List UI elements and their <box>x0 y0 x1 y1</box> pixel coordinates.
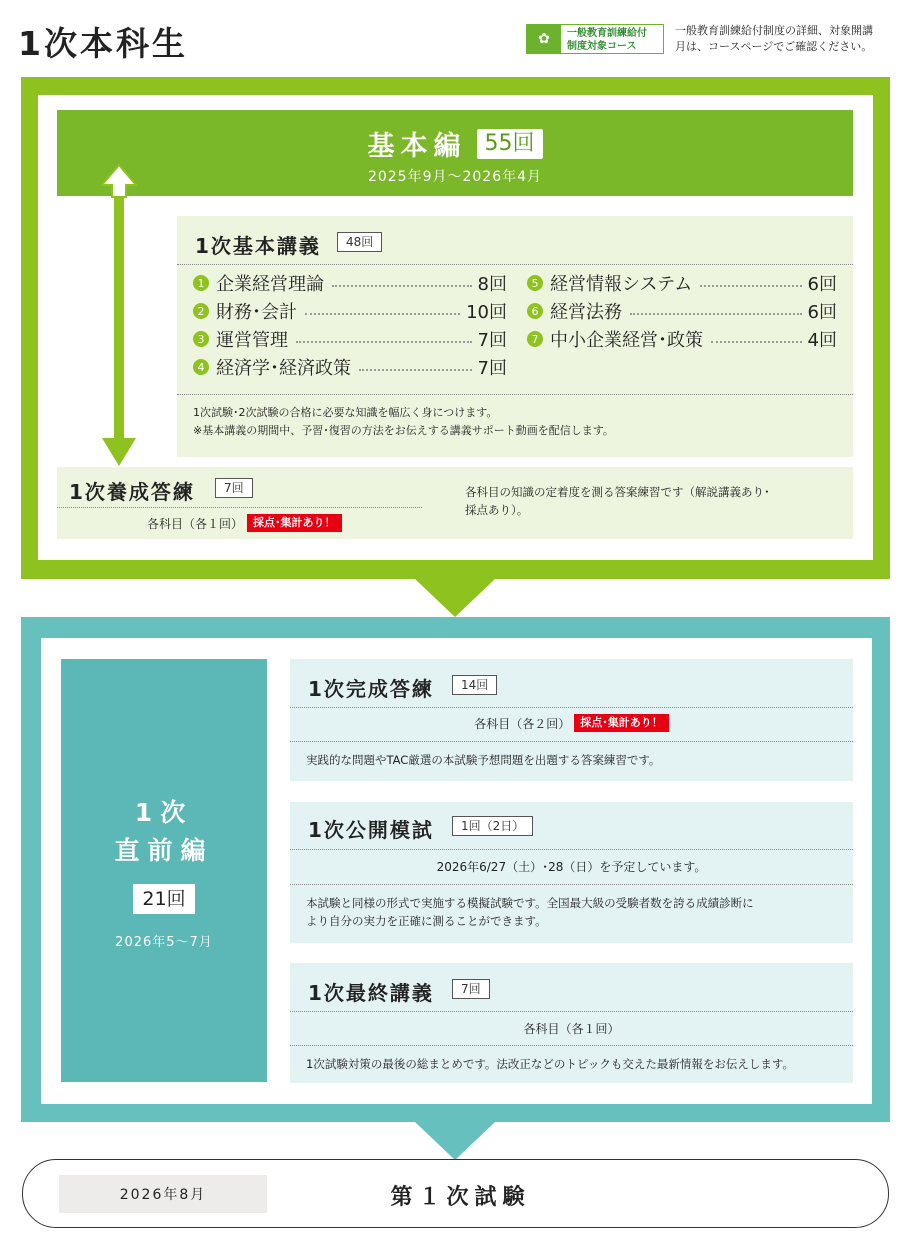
arrow-shaft <box>114 188 124 450</box>
final-lecture-box <box>290 963 853 1083</box>
basic-count: 55回 <box>477 129 543 159</box>
subject-item <box>527 298 837 324</box>
mock-desc-1: 本試験と同様の形式で実施する模擬試験です。全国最大級の受験者数を誇る成績診断に <box>306 896 754 910</box>
exam-title: 第１次試験 <box>390 1185 531 1210</box>
basic-lecture-box <box>177 216 853 457</box>
complete-divider <box>290 707 853 708</box>
header-note <box>675 23 905 55</box>
subject-number: 5 <box>527 275 543 291</box>
leader-dots <box>700 285 801 287</box>
complete-subject-row <box>290 714 853 732</box>
exam-bar <box>22 1159 889 1228</box>
subject-item <box>527 326 837 352</box>
mock-divider <box>290 849 853 850</box>
badge-line-2: 制度対象コース <box>567 41 637 52</box>
complete-per-subject: 各科目（各２回） <box>474 716 571 731</box>
subject-name: 経営情報システム <box>550 274 693 295</box>
mock-exam-box <box>290 802 853 943</box>
complete-desc: 実践的な問題やTAC厳選の本試験予想問題を出題する答案練習です。 <box>306 753 661 767</box>
practice-divider <box>57 507 422 508</box>
mock-count: 1回（2日） <box>452 816 533 836</box>
mock-schedule: 2026年6/27（土）･28（日）を予定しています。 <box>436 860 707 874</box>
final-title: 1次最終講義 <box>308 981 434 1005</box>
subject-item <box>193 354 507 380</box>
basic-period: 2025年9月～2026年4月 <box>367 169 543 185</box>
practice-count: 7回 <box>215 478 253 498</box>
subject-count: 6回 <box>807 302 837 323</box>
basic-banner <box>57 110 853 196</box>
page-title: 1次本科生 <box>18 24 188 63</box>
exam-date: 2026年8月 <box>59 1175 267 1213</box>
lecture-note-2: ※基本講義の期間中、予習･復習の方法をお伝えする講義サポート動画を配信します。 <box>193 424 614 437</box>
leader-dots <box>630 313 802 315</box>
complete-count: 14回 <box>452 675 497 695</box>
mock-divider <box>290 884 853 885</box>
final-per-subject: 各科目（各１回） <box>523 1022 620 1036</box>
practice-desc-2: 採点あり）。 <box>465 503 529 517</box>
practice-subject-row <box>147 514 342 532</box>
flow-arrow-icon <box>415 1122 495 1162</box>
subject-name: 中小企業経営･政策 <box>550 330 703 351</box>
subject-count: 6回 <box>807 274 837 295</box>
arrow-down-icon <box>102 438 136 468</box>
subject-name: 財務･会計 <box>216 302 297 323</box>
subject-number: 6 <box>527 303 543 319</box>
leader-dots <box>332 285 472 287</box>
leader-dots <box>359 369 472 371</box>
basic-practice-box <box>57 467 853 539</box>
subject-count: 10回 <box>466 302 507 323</box>
subject-count: 4回 <box>807 330 837 351</box>
subject-count: 8回 <box>477 274 507 295</box>
subject-item <box>527 270 837 296</box>
subject-number: 1 <box>193 275 209 291</box>
final-count: 7回 <box>452 979 490 999</box>
subject-item <box>193 270 507 296</box>
lecture-title: 1次基本講義 <box>195 234 321 258</box>
scoring-tag: 採点･集計あり！ <box>574 714 669 732</box>
header-note-line-2: 月は、コースページでご確認ください。 <box>675 40 873 53</box>
lecture-divider <box>177 264 853 265</box>
basic-title-row <box>57 124 853 163</box>
scoring-tag: 採点･集計あり！ <box>247 514 342 532</box>
subject-number: 2 <box>193 303 209 319</box>
header-note-line-1: 一般教育訓練給付制度の詳細、対象開講 <box>675 24 873 37</box>
practice-desc-1: 各科目の知識の定着度を測る答案練習です（解説講義あり･ <box>465 485 770 499</box>
basic-title: 基本編 <box>367 131 467 162</box>
benefit-logo-icon: ✿ <box>527 25 561 53</box>
badge-label <box>561 25 663 53</box>
subject-item <box>193 326 507 352</box>
final-divider <box>290 1045 853 1046</box>
direct-period: 2026年5～7月 <box>115 935 213 950</box>
subject-name: 経済学･経済政策 <box>216 358 351 379</box>
direct-title-line-2: 直前編 <box>114 836 214 865</box>
subject-count: 7回 <box>477 330 507 351</box>
lecture-note-1: 1次試験･2次試験の合格に必要な知識を幅広く身につけます。 <box>193 406 498 419</box>
subject-number: 4 <box>193 359 209 375</box>
direct-title <box>61 794 267 870</box>
subject-name: 運営管理 <box>216 330 288 351</box>
badge-line-1: 一般教育訓練給付 <box>567 28 647 39</box>
leader-dots <box>305 313 460 315</box>
final-desc: 1次試験対策の最後の総まとめです。法改正などのトピックも交えた最新情報をお伝えします。 <box>306 1057 795 1071</box>
final-divider <box>290 1011 853 1012</box>
complete-practice-box <box>290 659 853 781</box>
subject-item <box>193 298 507 324</box>
lecture-divider <box>177 394 853 395</box>
direct-count: 21回 <box>133 884 195 914</box>
subject-name: 企業経営理論 <box>216 274 324 295</box>
complete-title: 1次完成答練 <box>308 677 434 701</box>
training-benefit-badge <box>526 24 664 54</box>
direct-title-line-1: 1次 <box>134 798 194 827</box>
leader-dots <box>711 341 802 343</box>
lecture-count: 48回 <box>337 232 382 252</box>
subject-number: 7 <box>527 331 543 347</box>
direct-side-panel <box>61 659 267 1082</box>
flow-arrow-icon <box>415 579 495 619</box>
arrow-up-icon <box>99 163 139 198</box>
leader-dots <box>296 341 472 343</box>
mock-desc-2: より自分の実力を正確に測ることができます。 <box>306 914 547 928</box>
subject-count: 7回 <box>477 358 507 379</box>
complete-divider <box>290 741 853 742</box>
subject-number: 3 <box>193 331 209 347</box>
subject-name: 経営法務 <box>550 302 622 323</box>
mock-title: 1次公開模試 <box>308 818 434 842</box>
practice-per-subject: 各科目（各１回） <box>147 516 244 531</box>
practice-title: 1次養成答練 <box>69 480 195 504</box>
